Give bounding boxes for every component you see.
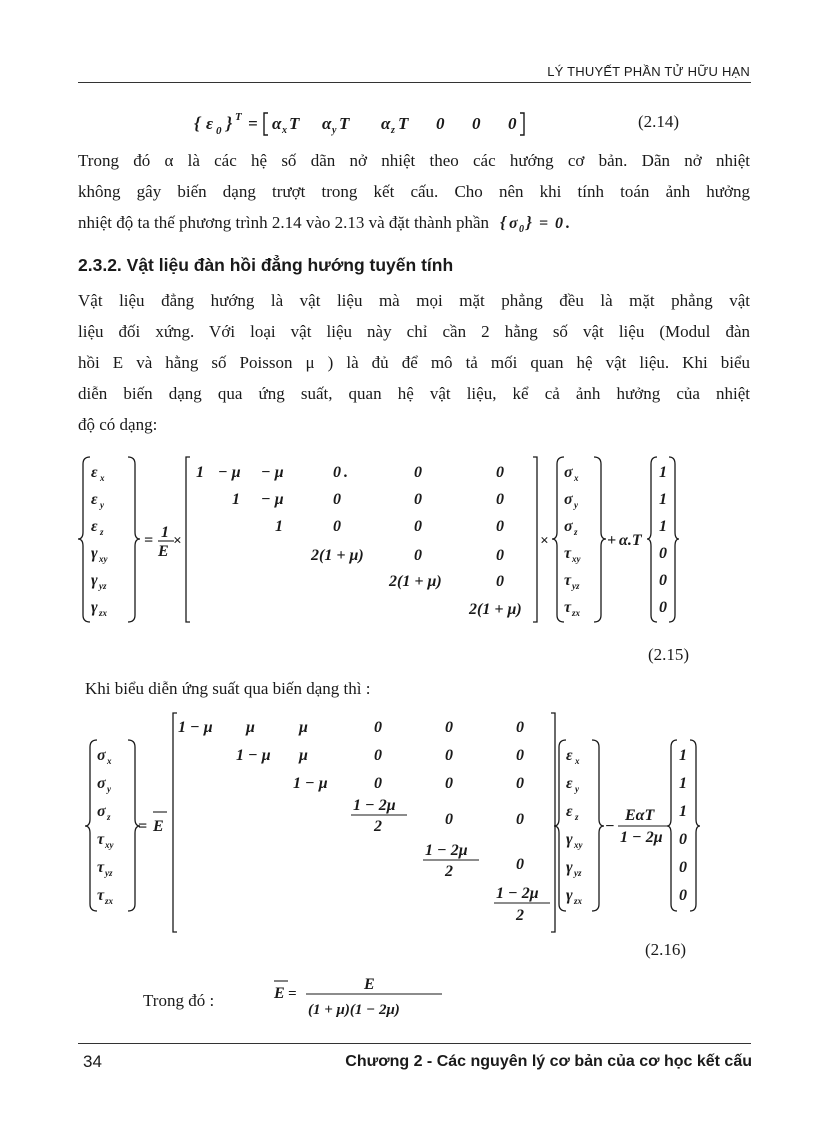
svg-text:x: x	[575, 756, 580, 766]
svg-text:1: 1	[161, 524, 169, 541]
svg-text:1 − 2μ: 1 − 2μ	[353, 797, 396, 814]
svg-text:γ: γ	[566, 859, 573, 876]
svg-text:μ: μ	[299, 719, 308, 736]
footer-rule	[78, 1043, 751, 1044]
svg-text:0: 0	[445, 747, 453, 764]
running-title: LÝ THUYẾT PHẦN TỬ HỮU HẠN	[547, 64, 750, 79]
svg-text:0: 0	[516, 775, 524, 792]
paragraph-isotropic	[78, 285, 750, 440]
svg-text:τ: τ	[97, 887, 105, 904]
svg-text:τ: τ	[564, 572, 572, 589]
svg-text:α: α	[322, 114, 332, 133]
svg-text:σ: σ	[564, 518, 573, 535]
svg-text:×: ×	[173, 533, 182, 549]
svg-text:}: }	[526, 213, 533, 232]
svg-text:0: 0	[436, 114, 445, 133]
svg-text:2: 2	[445, 863, 453, 880]
svg-text:α: α	[272, 114, 282, 133]
svg-text:yz: yz	[574, 868, 582, 878]
svg-text:0: 0	[374, 747, 382, 764]
svg-text:y: y	[332, 125, 337, 136]
svg-text:=: =	[248, 114, 258, 133]
svg-text:T: T	[339, 114, 350, 133]
svg-text:yz: yz	[99, 581, 107, 591]
svg-text:E: E	[153, 818, 164, 835]
svg-text:γ: γ	[566, 887, 573, 904]
paragraph-line: liệu đối xứng. Với loại vật liệu này chỉ cần 2 hằng số vật liệu (Modul đàn	[78, 322, 750, 341]
svg-text:1 − μ: 1 − μ	[178, 719, 213, 736]
svg-text:yz: yz	[572, 581, 580, 591]
svg-text:=: =	[138, 818, 148, 835]
svg-text:E: E	[364, 976, 375, 993]
svg-text:0: 0	[333, 464, 341, 481]
svg-text:0: 0	[414, 464, 422, 481]
page-number: 34	[83, 1052, 102, 1071]
svg-text:α.T: α.T	[619, 532, 642, 549]
svg-text:0: 0	[414, 518, 422, 535]
svg-text:0: 0	[445, 775, 453, 792]
svg-text:σ: σ	[564, 491, 573, 508]
svg-text:×: ×	[540, 533, 549, 549]
equation-2-16	[78, 710, 718, 935]
svg-text:0: 0	[516, 747, 524, 764]
svg-text:T: T	[398, 114, 409, 133]
svg-text:ε: ε	[566, 803, 573, 820]
svg-text:1 − 2μ: 1 − 2μ	[496, 885, 539, 902]
svg-text:σ: σ	[509, 215, 518, 232]
svg-text:=: =	[144, 532, 154, 549]
svg-text:x: x	[107, 756, 112, 766]
svg-text:μ: μ	[299, 747, 308, 764]
svg-text:yz: yz	[105, 868, 113, 878]
svg-text:1 − 2μ: 1 − 2μ	[425, 842, 468, 859]
svg-text:0: 0	[496, 464, 504, 481]
svg-text:0: 0	[374, 719, 382, 736]
svg-text:σ: σ	[564, 464, 573, 481]
equation-number-2-16: (2.16)	[645, 940, 687, 959]
equation-number-2-14: (2.14)	[638, 112, 680, 131]
svg-text:{: {	[194, 113, 201, 133]
svg-text:γ: γ	[91, 545, 98, 562]
svg-text:τ: τ	[97, 831, 105, 848]
svg-text:0: 0	[659, 599, 667, 616]
svg-text:1 − μ: 1 − μ	[293, 775, 328, 792]
svg-text:1: 1	[275, 518, 283, 535]
svg-text:− μ: − μ	[261, 491, 284, 508]
svg-text:=: =	[539, 215, 549, 232]
svg-text:γ: γ	[91, 599, 98, 616]
svg-text:xy: xy	[574, 840, 583, 850]
svg-text:+: +	[607, 532, 617, 549]
svg-text:0: 0	[496, 491, 504, 508]
svg-text:1 − μ: 1 − μ	[236, 747, 271, 764]
svg-text:0: 0	[496, 573, 504, 590]
svg-text:y: y	[575, 784, 579, 794]
svg-text:EαT: EαT	[625, 807, 655, 824]
svg-text:2: 2	[374, 818, 382, 835]
svg-text:z: z	[100, 527, 104, 537]
svg-text:0: 0	[659, 545, 667, 562]
svg-text:1: 1	[659, 491, 667, 508]
svg-text:1: 1	[679, 775, 687, 792]
svg-text:− μ: − μ	[218, 464, 241, 481]
svg-text:ε: ε	[91, 491, 98, 508]
section-heading: 2.3.2. Vật liệu đàn hồi đẳng hướng tuyến tính	[78, 255, 454, 275]
svg-text:σ: σ	[97, 775, 106, 792]
svg-text:γ: γ	[566, 831, 573, 848]
svg-text:0: 0	[445, 719, 453, 736]
e-bar-definition	[270, 972, 460, 1022]
svg-text:2(1 + μ): 2(1 + μ)	[469, 601, 522, 618]
svg-text:ε: ε	[566, 775, 573, 792]
svg-text:0: 0	[333, 518, 341, 535]
svg-text:xy: xy	[572, 554, 581, 564]
svg-text:τ: τ	[564, 599, 572, 616]
svg-text:0: 0	[374, 775, 382, 792]
svg-text:−: −	[605, 818, 615, 835]
paragraph-line	[78, 207, 750, 238]
svg-text:γ: γ	[91, 572, 98, 589]
paragraph-line: Trong đó α là các hệ số dãn nở nhiệt theo các hướng cơ bản. Dãn nở nhiệt	[78, 151, 750, 170]
svg-text:ε: ε	[91, 464, 98, 481]
equation-2-15	[78, 452, 718, 632]
paragraph-line: Vật liệu đẳng hướng là vật liệu mà mọi mặt phẳng đều là mặt phẳng vật	[78, 291, 750, 310]
paragraph-line: diễn biến dạng qua ứng suất, quan hệ vật liệu, kể cả ảnh hưởng của nhiệt	[78, 384, 750, 403]
equation-number-2-15: (2.15)	[648, 645, 690, 664]
svg-text:.: .	[344, 464, 348, 481]
svg-text:1 − 2μ: 1 − 2μ	[620, 829, 663, 846]
svg-text:(1 + μ)(1 − 2μ): (1 + μ)(1 − 2μ)	[308, 1002, 400, 1018]
svg-text:ε: ε	[566, 747, 573, 764]
svg-text:τ: τ	[564, 545, 572, 562]
svg-text:1: 1	[196, 464, 204, 481]
sigma0-equals-zero-formula	[499, 211, 585, 233]
svg-text:0: 0	[496, 518, 504, 535]
svg-text:σ: σ	[97, 747, 106, 764]
svg-text:xy: xy	[99, 554, 108, 564]
svg-text:zx: zx	[99, 608, 108, 618]
svg-text:xy: xy	[105, 840, 114, 850]
svg-text:− μ: − μ	[261, 464, 284, 481]
svg-text:}: }	[226, 113, 233, 133]
svg-text:0: 0	[679, 887, 687, 904]
svg-text:0: 0	[496, 547, 504, 564]
svg-text:ε: ε	[91, 518, 98, 535]
svg-text:0: 0	[679, 831, 687, 848]
svg-text:0: 0	[516, 811, 524, 828]
svg-text:z: z	[391, 125, 395, 136]
svg-text:E: E	[274, 985, 285, 1002]
paragraph-line: hồi E và hằng số Poisson μ ) là đủ để mô tả mối quan hệ vật liệu. Khi biểu	[78, 353, 750, 372]
svg-text:E: E	[158, 543, 169, 560]
where-label: Trong đó :	[143, 991, 215, 1010]
svg-text:0: 0	[445, 811, 453, 828]
paragraph-line: không gây biến dạng trượt trong kết cấu. Cho nên khi tính toán ảnh hưởng	[78, 182, 750, 201]
svg-text:1: 1	[659, 518, 667, 535]
svg-text:0: 0	[414, 491, 422, 508]
svg-text:0: 0	[516, 719, 524, 736]
svg-text:{: {	[500, 213, 507, 232]
svg-text:0: 0	[659, 572, 667, 589]
svg-text:z: z	[107, 812, 111, 822]
svg-text:1: 1	[659, 464, 667, 481]
svg-text:x: x	[574, 473, 579, 483]
svg-text:0: 0	[555, 215, 564, 232]
svg-text:.: .	[566, 215, 571, 232]
svg-text:z: z	[574, 527, 578, 537]
svg-text:x: x	[282, 125, 287, 136]
svg-text:0: 0	[519, 224, 525, 233]
svg-text:1: 1	[232, 491, 240, 508]
svg-text:μ: μ	[246, 719, 255, 736]
header-rule	[78, 82, 751, 83]
svg-text:T: T	[235, 111, 242, 123]
svg-text:T: T	[289, 114, 300, 133]
svg-text:1: 1	[679, 747, 687, 764]
chapter-title: Chương 2 - Các nguyên lý cơ bản của cơ học kết cấu	[345, 1053, 752, 1070]
svg-text:0: 0	[333, 491, 341, 508]
paragraph-stress-strain: Khi biểu diễn ứng suất qua biến dạng thì :	[85, 679, 371, 698]
svg-text:y: y	[100, 500, 104, 510]
svg-text:ε: ε	[206, 114, 213, 133]
svg-text:y: y	[574, 500, 578, 510]
svg-text:2: 2	[516, 907, 524, 924]
svg-text:x: x	[100, 473, 105, 483]
svg-text:0: 0	[516, 856, 524, 873]
svg-text:zx: zx	[574, 896, 583, 906]
svg-text:2(1 + μ): 2(1 + μ)	[311, 547, 364, 564]
svg-text:z: z	[575, 812, 579, 822]
svg-text:zx: zx	[105, 896, 114, 906]
paragraph-line-text: nhiệt độ ta thế phương trình 2.14 vào 2.13 và đặt thành phần	[78, 213, 490, 232]
svg-text:zx: zx	[572, 608, 581, 618]
svg-text:α: α	[381, 114, 391, 133]
svg-text:y: y	[107, 784, 111, 794]
svg-text:2(1 + μ): 2(1 + μ)	[389, 573, 442, 590]
paragraph-line: độ có dạng:	[78, 415, 158, 434]
svg-text:0: 0	[679, 859, 687, 876]
svg-text:=: =	[288, 986, 297, 1002]
svg-text:0: 0	[472, 114, 481, 133]
svg-text:0: 0	[216, 125, 222, 137]
svg-text:τ: τ	[97, 859, 105, 876]
paragraph-thermal	[78, 145, 750, 238]
equation-2-14	[180, 104, 560, 144]
svg-text:σ: σ	[97, 803, 106, 820]
svg-text:0: 0	[508, 114, 517, 133]
svg-text:1: 1	[679, 803, 687, 820]
svg-text:0: 0	[414, 547, 422, 564]
